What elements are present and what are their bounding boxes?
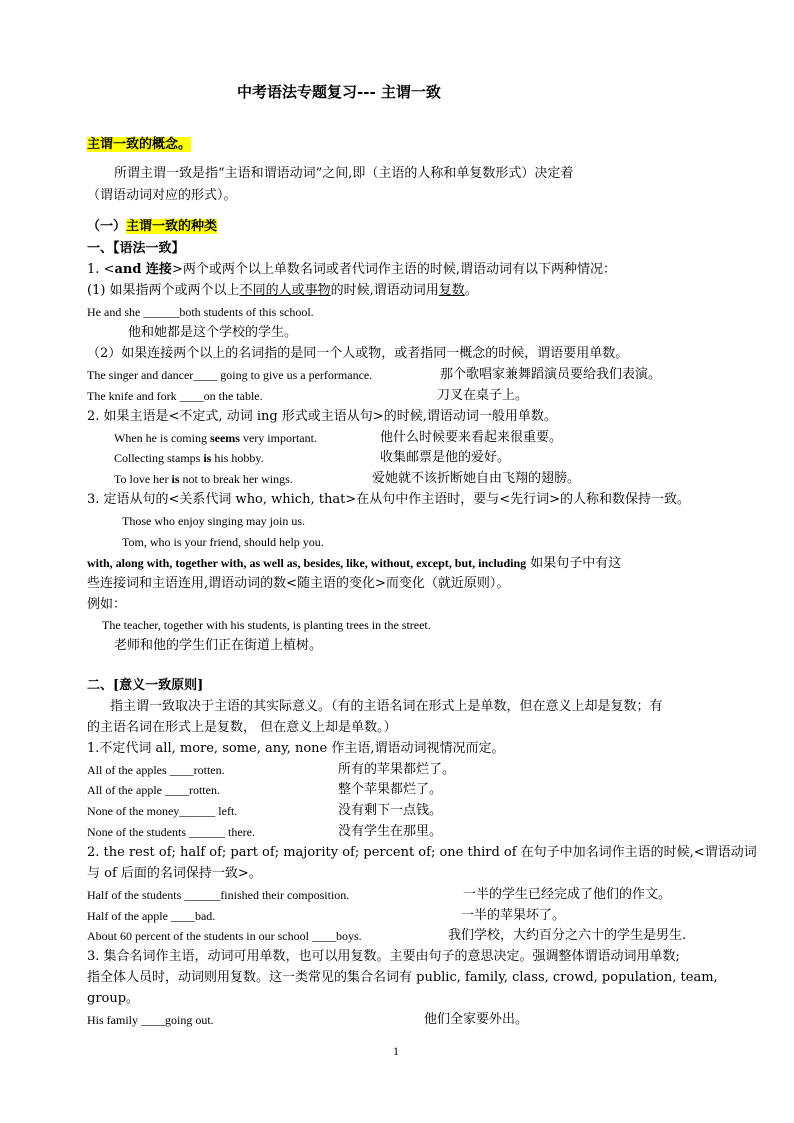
rule-2-3-line-3: group。 [87, 991, 140, 1006]
example-part: To love her [114, 472, 172, 486]
rule-4 [87, 555, 621, 572]
example-translation: 整个苹果都烂了。 [338, 782, 443, 797]
example-sentence: Those who enjoy singing may join us. [122, 514, 305, 528]
concept-paragraph-line-2: （谓语动词对应的形式）。 [87, 188, 237, 203]
example-label: 例如： [87, 597, 127, 612]
rule-1-1-plural: 复数 [438, 283, 465, 298]
rule-1-and: and 连接 [114, 262, 172, 277]
example-part: Collecting stamps [114, 451, 204, 465]
example-sentence: His family ____going out. [87, 1013, 214, 1027]
example-translation: 爱她就不该折断她自由飞翔的翅膀。 [372, 471, 581, 486]
part2-paragraph-line-1: 指主谓一致取决于主语的其实际意义。（有的主语名词在形式上是单数，但在意义上却是复数；有 [110, 699, 663, 714]
example-sentence [114, 471, 293, 487]
example-sentence: All of the apples ____rotten. [87, 763, 225, 777]
rule-4-line-2: 些连接词和主语连用,谓语动词的数<随主语的变化>而变化（就近原则）。 [87, 576, 510, 591]
meaning-agreement-heading: 二、[意义一致原则] [87, 678, 204, 693]
example-sentence: The teacher, together with his students, is planting trees in the street. [102, 618, 431, 632]
example-sentence: He and she ______both students of this school. [87, 305, 314, 319]
example-part: not to break her wings. [179, 472, 293, 486]
example-translation: 所有的苹果都烂了。 [338, 762, 456, 777]
rule-1-1 [87, 283, 478, 299]
grammar-agreement-heading: 一、【语法一致】 [87, 241, 185, 256]
concept-heading [87, 137, 191, 153]
example-sentence: About 60 percent of the students in our school ____boys. [87, 929, 362, 943]
example-sentence: Half of the students ______finished their composition. [87, 888, 350, 902]
rule-2-2: 2. the rest of; half of; part of; majority of; percent of; one third of 在句子中加名词作主语的时候,<谓语动词 [87, 845, 757, 860]
example-sentence [114, 450, 264, 466]
example-translation: 一半的学生已经完成了他们的作文。 [463, 887, 672, 902]
example-translation: 他们全家要外出。 [424, 1012, 529, 1027]
rule-2-1: 1.不定代词 all, more, some, any, none 作主语,谓语动词视情况而定。 [87, 741, 505, 756]
rule-2-3-line-2: 指全体人员时，动词则用复数。这一类常见的集合名词有 public, family, class, crowd, population, team, [87, 970, 718, 985]
example-sentence: None of the money______ left. [87, 804, 238, 818]
part1-heading [87, 219, 217, 235]
example-translation: 那个歌唱家兼舞蹈演员要给我们表演。 [440, 367, 662, 382]
example-translation: 老师和他的学生们正在街道上植树。 [114, 638, 323, 653]
rule-1-2: （2）如果连接两个以上的名词指的是同一个人或物，或者指同一概念的时候，谓语要用单数。 [87, 346, 629, 361]
example-sentence: None of the students ______ there. [87, 825, 255, 839]
example-translation: 我们学校，大约百分之六十的学生是男生. [448, 928, 687, 943]
rule-1-1-b: 的时候,谓语动词用 [330, 283, 439, 298]
example-sentence: Tom, who is your friend, should help you. [122, 535, 324, 549]
page-title: 中考语法专题复习--- 主谓一致 [237, 83, 441, 101]
concept-paragraph-line-1: 所谓主谓一致是指“主语和谓语动词”之间,即（主语的人称和单复数形式）决定着 [114, 166, 574, 181]
rule-1-1-a: (1) 如果指两个或两个以上 [87, 283, 240, 298]
rule-1-1-d: 。 [464, 283, 478, 298]
example-translation: 一半的苹果坏了。 [461, 908, 566, 923]
example-sentence: The singer and dancer____ going to give us a performance. [87, 368, 373, 382]
example-sentence: The knife and fork ____on the table. [87, 389, 263, 403]
part1-heading-text: 主谓一致的种类 [126, 219, 218, 234]
example-part: very important. [239, 431, 317, 445]
rule-1-1-underlined: 不同的人或事物 [239, 283, 331, 298]
rule-3: 3. 定语从句的<关系代词 who, which, that>在从句中作主语时，要与<先行词>的人称和数保持一致。 [87, 492, 690, 507]
example-translation: 没有剩下一点钱。 [338, 803, 443, 818]
rule-1-a: 1. < [87, 262, 115, 277]
rule-2: 2. 如果主语是<不定式, 动词 ing 形式或主语从句>的时候,谓语动词一般用单数。 [87, 409, 557, 424]
example-verb: is [203, 451, 212, 465]
example-part: his hobby. [211, 451, 264, 465]
example-verb: is [171, 472, 180, 486]
example-sentence [114, 430, 317, 446]
part1-heading-prefix: （一） [87, 219, 127, 234]
example-translation: 他和她都是这个学校的学生。 [128, 325, 298, 340]
example-verb: seems [209, 431, 240, 445]
example-sentence: All of the apple ____rotten. [87, 783, 220, 797]
rule-2-2-line-2: 与 of 后面的名词保持一致>。 [87, 866, 262, 881]
example-translation: 刀叉在桌子上。 [437, 388, 529, 403]
rule-4-conjunctions: with, along with, together with, as well as, besides, like, without, except, but, including [87, 556, 527, 570]
example-translation: 他什么时候要来看起来很重要。 [380, 430, 563, 445]
part2-paragraph-line-2: 的主语名词在形式上是复数， 但在意义上却是单数。） [87, 720, 397, 735]
example-sentence: Half of the apple ____bad. [87, 909, 216, 923]
example-part: When he is coming [114, 431, 210, 445]
concept-heading-text: 主谓一致的概念。 [87, 137, 192, 152]
rule-1 [87, 262, 616, 278]
rule-4-a: 如果句子中有这 [526, 556, 622, 571]
rule-2-3: 3. 集合名词作主语，动词可用单数，也可以用复数。主要由句子的意思决定。强调整体谓语动词用单数; [87, 949, 680, 964]
example-translation: 收集邮票是他的爱好。 [380, 450, 511, 465]
example-translation: 没有学生在那里。 [338, 824, 443, 839]
page-number: 1 [393, 1044, 399, 1058]
rule-1-b: >两个或两个以上单数名词或者代词作主语的时候,谓语动词有以下两种情况： [171, 262, 616, 277]
